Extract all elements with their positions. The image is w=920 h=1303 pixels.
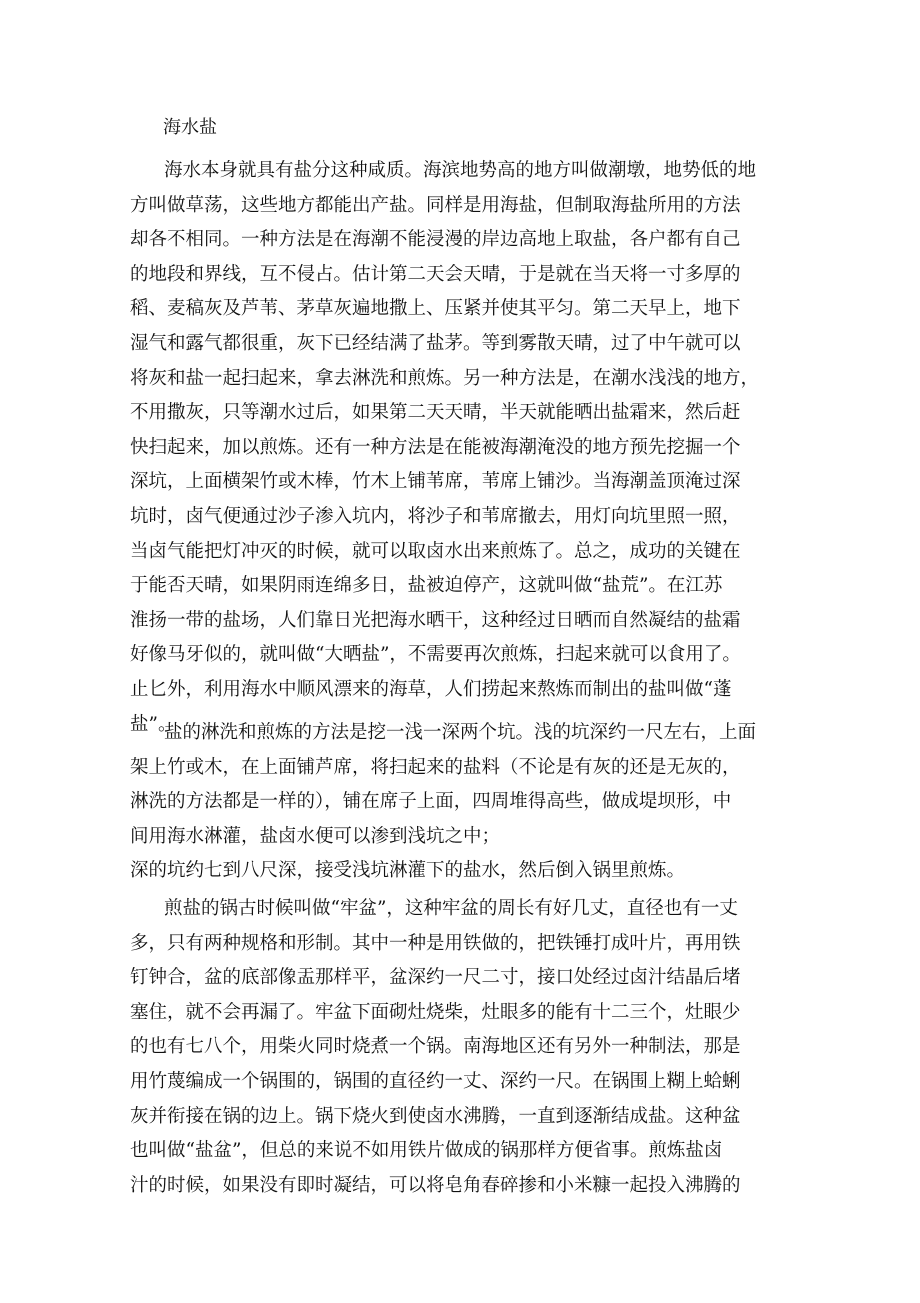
text-line: 汁的时候，如果没有即时凝结，可以将皂角春碎掺和小米糠一起投入沸腾的: [130, 1174, 741, 1196]
text-line: 塞住，就不会再漏了。牢盆下面砌灶烧柴，灶眼多的能有十二三个，灶眼少: [130, 1001, 741, 1023]
text-line: 盐”。: [130, 713, 177, 735]
paragraph-washing-boiling: [130, 716, 782, 889]
text-line: 坑时，卤气便通过沙子渗入坑内，将沙子和苇席撤去，用灯向坑里照一照，: [130, 505, 741, 527]
text-line: 的也有七八个，用柴火同时烧煮一个锅。南海地区还有另外一种制法，那是: [130, 1036, 741, 1058]
text-line: 深的坑约七到八尺深，接受浅坑淋灌下的盐水，然后倒入锅里煎炼。: [130, 860, 686, 882]
paragraph-salt-pans: [130, 892, 782, 1203]
text-line: 深坑，上面横架竹或木棒，竹木上铺苇席，苇席上铺沙。当海潮盖顶淹过深: [130, 471, 741, 493]
text-line: 不用撒灰，只等潮水过后，如果第二天天晴，半天就能晒出盐霜来，然后赶: [130, 402, 741, 424]
text-line: 煎盐的锅古时候叫做“牢盆”，这种牢盆的周长有好几丈，直径也有一丈: [164, 898, 738, 919]
text-line: 海水本身就具有盐分这种咸质。海滨地势高的地方叫做潮墩，地势低的地: [164, 160, 757, 181]
text-line: 盐的淋洗和煎炼的方法是挖一浅一深两个坑。浅的坑深约一尺左右，上面: [164, 722, 757, 743]
paragraph-sea-salt-methods: [130, 154, 782, 742]
text-line: 将灰和盐一起扫起来，拿去淋洗和煎炼。另一种方法是，在潮水浅浅的地方，: [130, 367, 760, 389]
text-line: 却各不相同。一种方法是在海潮不能浸漫的岸边高地上取盐，各户都有自己: [130, 229, 741, 251]
text-line: 快扫起来，加以煎炼。还有一种方法是在能被海潮淹没的地方预先挖掘一个: [130, 436, 741, 458]
text-line: 止匕外，利用海水中顺风漂来的海草，人们捞起来熬炼而制出的盐叫做“蓬: [130, 678, 732, 700]
page-title: 海水盐: [163, 117, 217, 138]
text-line: 淋洗的方法都是一样的），铺在席子上面，四周堆得高些，做成堤坝形，中: [130, 791, 732, 813]
text-line: 钉钟合，盆的底部像盂那样平，盆深约一尺二寸，接口处经过卤汁结晶后堵: [130, 967, 741, 989]
text-line: 好像马牙似的，就叫做“大晒盐”，不需要再次煎炼，扫起来就可以食用了。: [130, 644, 741, 666]
text-line: 当卤气能把灯冲灭的时候，就可以取卤水出来煎炼了。总之，成功的关键在: [130, 540, 741, 562]
text-line: 用竹蔑编成一个锅围的，锅围的直径约一丈、深约一尺。在锅围上糊上蛤蜊: [130, 1070, 741, 1092]
text-line: 湿气和露气都很重，灰下已经结满了盐茅。等到雾散天晴，过了中午就可以: [130, 332, 741, 354]
text-line: 灰并衔接在锅的边上。锅下烧火到使卤水沸腾，一直到逐渐结成盐。这种盆: [130, 1105, 741, 1127]
text-line: 稻、麦稿灰及芦苇、茅草灰遍地撒上、压紧并使其平匀。第二天早上，地下: [130, 298, 741, 320]
text-line: 架上竹或木，在上面铺芦席，将扫起来的盐料（不论是有灰的还是无灰的，: [130, 756, 741, 778]
text-line: 方叫做草荡，这些地方都能出产盐。同样是用海盐，但制取海盐所用的方法: [130, 194, 741, 216]
text-line: 于能否天晴，如果阴雨连绵多日，盐被迫停产，这就叫做“盐荒”。在江苏: [130, 575, 723, 597]
text-line: 多，只有两种规格和形制。其中一种是用铁做的，把铁锤打成叶片，再用铁: [130, 932, 741, 954]
text-line: 的地段和界线，互不侵占。估计第二天会天晴，于是就在当天将一寸多厚的: [130, 263, 741, 285]
text-line: 淮扬一带的盐场，人们靠日光把海水晒干，这种经过日晒而自然凝结的盐霜: [130, 609, 741, 631]
text-line: 也叫做“盐盆”，但总的来说不如用铁片做成的锅那样方便省事。煎炼盐卤: [130, 1140, 723, 1162]
text-line: 间用海水淋灌，盐卤水便可以渗到浅坑之中；: [130, 825, 501, 847]
